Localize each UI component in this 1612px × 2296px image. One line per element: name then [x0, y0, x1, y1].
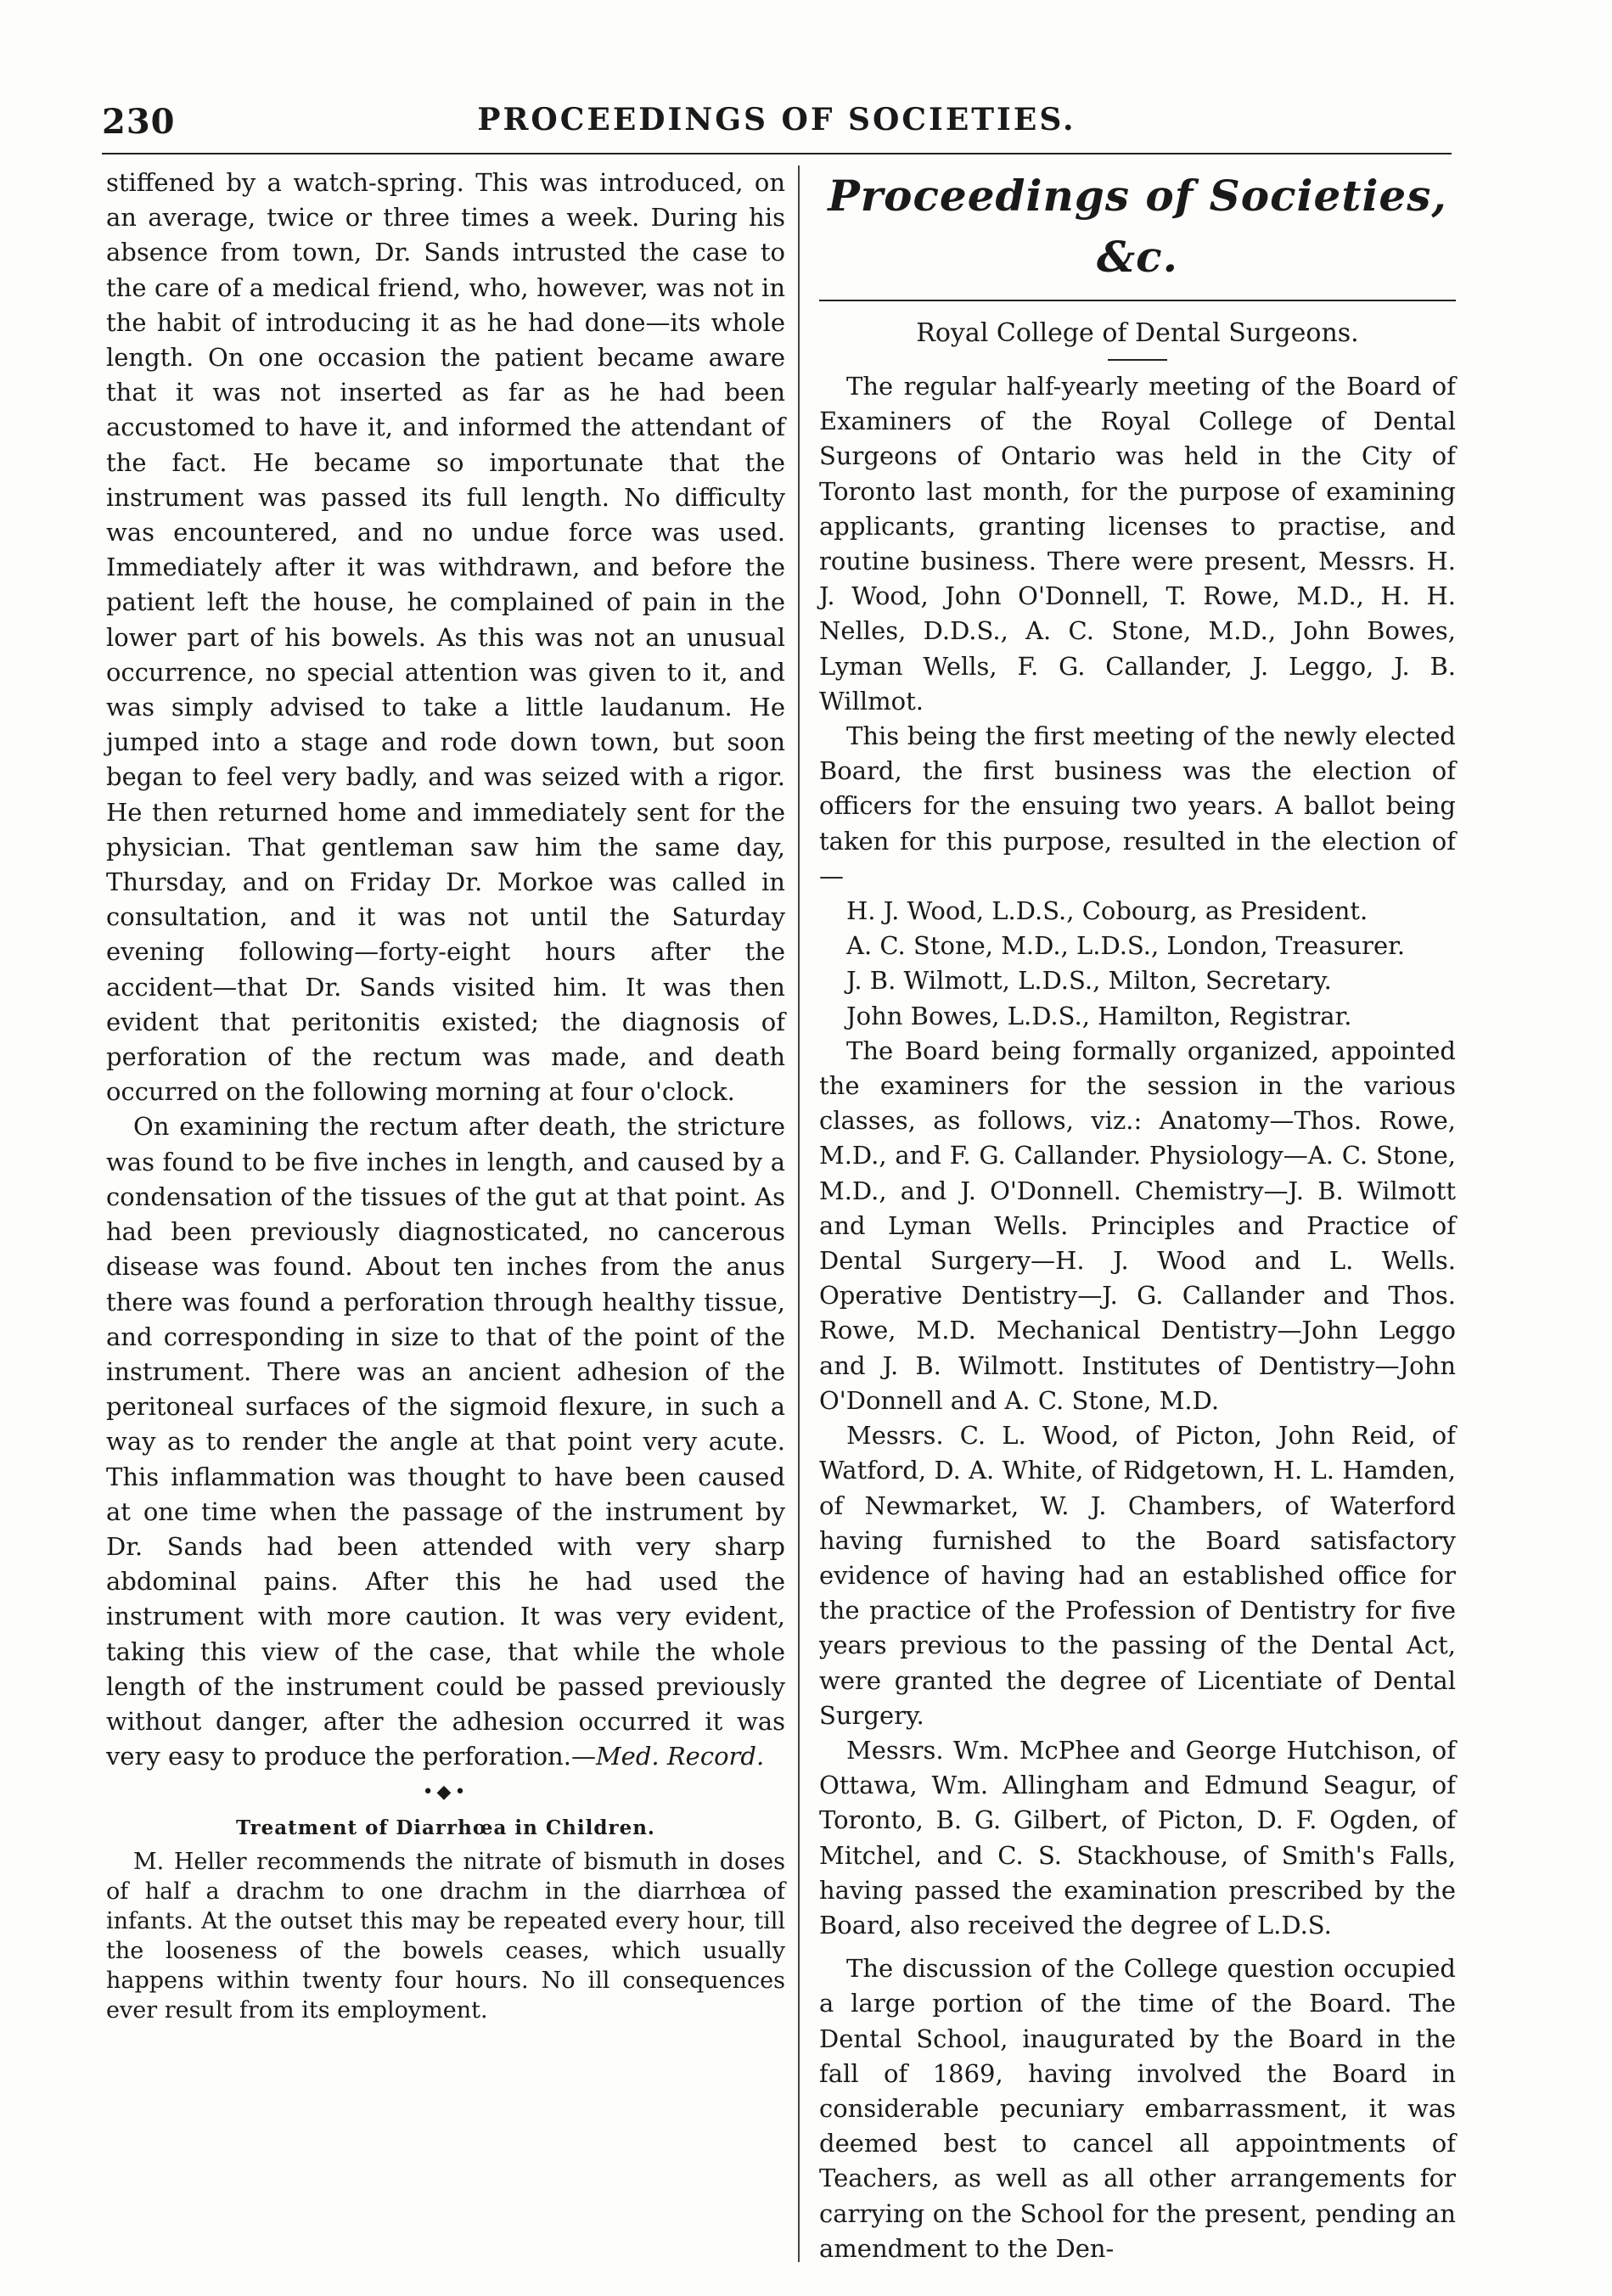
source-citation: Med. Record. — [595, 1742, 765, 1771]
section-title: Proceedings of Societies, &c. — [828, 171, 1447, 282]
treatment-heading: Treatment of Diarrhœa in Children. — [236, 1816, 655, 1840]
officer-president: H. J. Wood, L.D.S., Cobourg, as President. — [846, 896, 1368, 926]
section-ornament: •◆• — [422, 1782, 469, 1804]
left-column — [106, 166, 785, 2025]
right-column — [819, 166, 1456, 2266]
examiners-paragraph: The Board being formally organized, appointed the examiners for the session in the various classes, as follows, viz.: Anatomy—Thos. Rowe, M.D., and F. G. Callander. Physiology—A. C. Stone, M.D., and J. O'Donnell. Chemistry—J. B. Wilmott and Lyman Wells. Principles and Practice of Dental Surgery—H. J. Wood and L. Wells. Operative Dentistry—J. G. Callander and Thos. Rowe, M.D. Mechanical Dentistry—John Leggo and J. B. Wilmott. Institutes of Dentistry—John O'Donnell and A. C. Stone, M.D. — [819, 1036, 1456, 1415]
treatment-paragraph: M. Heller recommends the nitrate of bismuth in doses of half a drachm to one drachm in the diarrhœa of infants. At the outset this may be repeated every hour, till the looseness of the bowels ceases, which usually happens within twenty four hours. No ill consequences ever result from its employment. — [106, 1849, 785, 2024]
licentiates-paragraph: Messrs. C. L. Wood, of Picton, John Reid, of Watford, D. A. White, of Ridgetown, H. L. Hamden, of Newmarket, W. J. Chambers, of Waterford having furnished to the Board satisfactory evidence of having had an established office for the practice of the Profession of Dentistry for five years previous to the passing of the Dental Act, were granted the degree of Licentiate of Dental Surgery. — [819, 1421, 1456, 1730]
officer-treasurer: A. C. Stone, M.D., L.D.S., London, Treasurer. — [846, 931, 1406, 961]
section-title-rule — [819, 300, 1456, 301]
case-report-paragraph-2 — [106, 1109, 785, 1774]
lds-paragraph: Messrs. Wm. McPhee and George Hutchison, of Ottawa, Wm. Allingham and Edmund Seagur, of Toronto, B. G. Gilbert, of Picton, D. F. Ogden, of Mitchel, and C. S. Stackhouse, of Smith's Falls, having passed the examination prescribed by the Board, also received the degree of L.D.S. — [819, 1735, 1456, 1940]
meeting-paragraph: The regular half-yearly meeting of the Board of Examiners of the Royal College of Dental Surgeons of Ontario was held in the City of Toronto last month, for the purpose of examining applicants, granting licenses to practise, and routine business. There were present, Messrs. H. J. Wood, John O'Donnell, T. Rowe, M.D., H. H. Nelles, D.D.S., A. C. Stone, M.D., John Bowes, Lyman Wells, F. G. Callander, J. Leggo, J. B. Willmot. — [819, 372, 1456, 716]
article-title-dash — [1108, 359, 1167, 361]
header-rule — [102, 153, 1452, 154]
treatment-section — [106, 1847, 785, 2025]
election-paragraph: This being the first meeting of the newly elected Board, the first business was the election of officers for the ensuing two years. A ballot being taken for this purpose, resulted in the election of— — [819, 721, 1456, 890]
case-report-text: On examining the rectum after death, the stricture was found to be five inches in length, and caused by a condensation of the tissues of the gut at that point. As had been previously diagnosticated, no cancerous disease was found. About ten inches from the anus there was found a perforation through healthy tissue, and corresponding in size to that of the point of the instrument. There was an ancient adhesion of the peritoneal surfaces of the sigmoid flexure, in such a way as to render the angle at that point very acute. This inflammation was thought to have been caused at one time when the passage of the instrument by Dr. Sands had been attended with very sharp abdominal pains. After this he had used the instrument with more caution. It was very evident, taking this view of the case, that while the whole length of the instrument could be passed previously without danger, after the adhesion occurred it was very easy to produce the perforation.— — [106, 1112, 785, 1771]
page-number: 230 — [102, 102, 176, 142]
article-title: Royal College of Dental Surgeons. — [916, 318, 1359, 348]
paragraph-gap — [819, 1943, 1456, 1951]
officer-secretary: J. B. Wilmott, L.D.S., Milton, Secretary. — [846, 966, 1332, 996]
running-head — [102, 102, 1452, 153]
college-question-paragraph: The discussion of the College question occupied a large portion of the time of the Board. The Dental School, inaugurated by the Board in the fall of 1869, having involved the Board in considerable pecuniary embarrassment, it was deemed best to cancel all appointments of Teachers, as well as all other arrangements for carrying on the School for the present, pending an amendment to the Den- — [819, 1954, 1456, 2263]
column-divider — [798, 166, 800, 2262]
running-title: PROCEEDINGS OF SOCIETIES. — [477, 102, 1076, 138]
officer-registrar: John Bowes, L.D.S., Hamilton, Registrar. — [846, 1001, 1352, 1030]
case-report-paragraph-1: stiffened by a watch-spring. This was introduced, on an average, twice or three times a week. During his absence from town, Dr. Sands intrusted the case to the care of a medical friend, who, however, was not in the habit of introducing it as he had done—its whole length. On one occasion the patient became aware that it was not inserted as far as he had been accustomed to have it, and informed the attendant of the fact. He became so importunate that the instrument was passed its full length. No difficulty was encountered, and no undue force was used. Immediately after it was withdrawn, and before the patient left the house, he complained of pain in the lower part of his bowels. As this was not an unusual occurrence, no special attention was given to it, and was simply advised to take a little laudanum. He jumped into a stage and rode down town, but soon began to feel very badly, and was seized with a rigor. He then returned home and immediately sent for the physician. That gentleman saw him the same day, Thursday, and on Friday Dr. Morkoe was called in consultation, and it was not until the Saturday evening following—forty-eight hours after the accident—that Dr. Sands visited him. It was then evident that peritonitis existed; the diagnosis of perforation of the rectum was made, and death occurred on the following morning at four o'clock. — [106, 168, 785, 1107]
